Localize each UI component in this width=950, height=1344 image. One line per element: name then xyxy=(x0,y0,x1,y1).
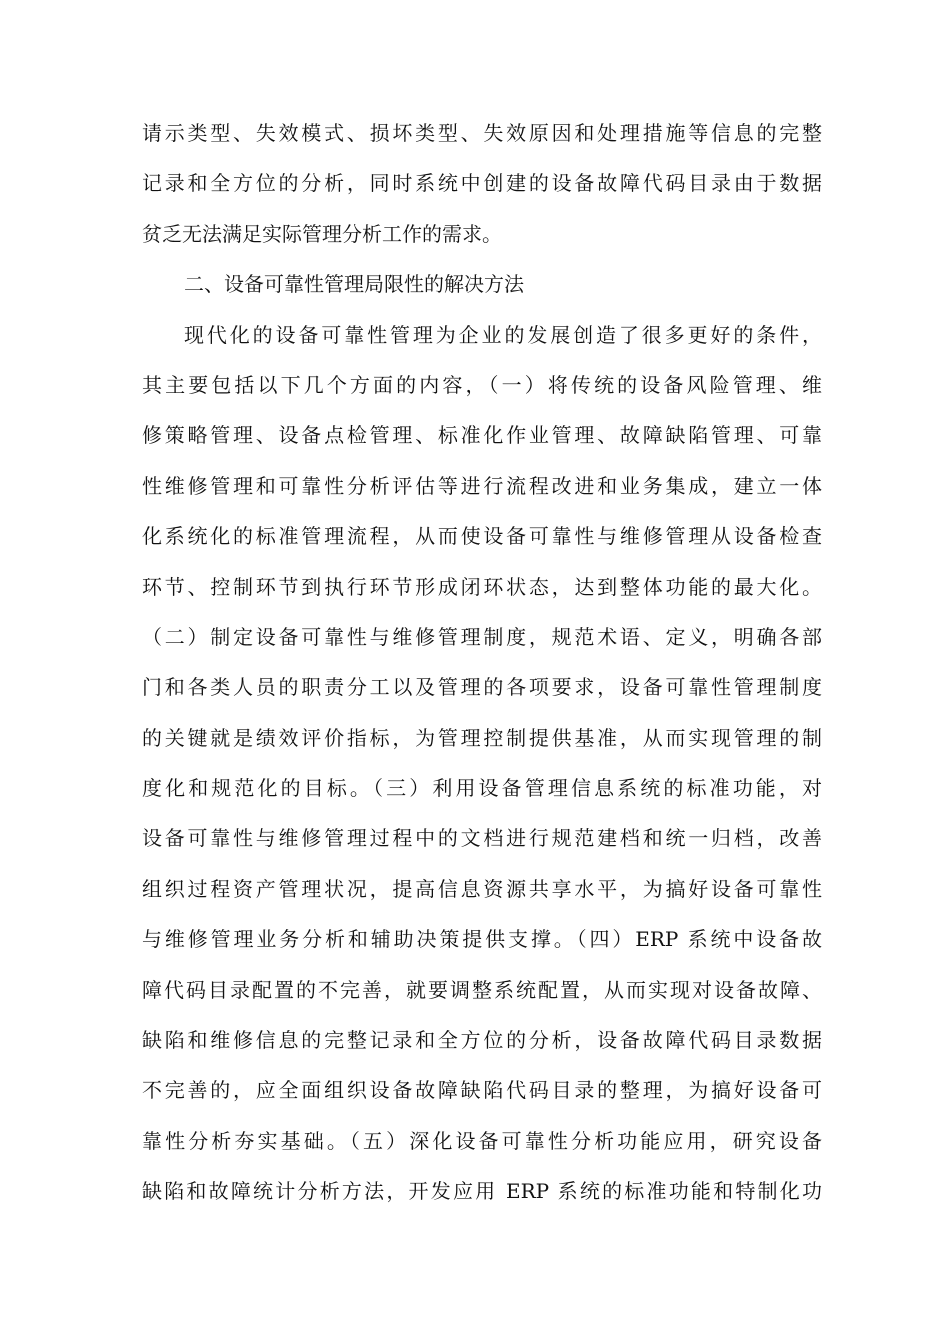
paragraph-line: （二）制定设备可靠性与维修管理制度，规范术语、定义，明确各部 xyxy=(142,624,822,649)
paragraph-line: 的关键就是绩效评价指标，为管理控制提供基准，从而实现管理的制 xyxy=(142,725,822,750)
paragraph-line: 靠性分析夯实基础。（五）深化设备可靠性分析功能应用，研究设备 xyxy=(142,1128,822,1153)
paragraph-line: 记录和全方位的分析，同时系统中创建的设备故障代码目录由于数据 xyxy=(142,171,822,196)
paragraph-line: 请示类型、失效模式、损坏类型、失效原因和处理措施等信息的完整 xyxy=(142,121,822,145)
paragraph-line: 不完善的，应全面组织设备故障缺陷代码目录的整理，为搞好设备可 xyxy=(142,1078,822,1103)
paragraph-line: 与维修管理业务分析和辅助决策提供支撑。（四）ERP 系统中设备故 xyxy=(142,927,822,952)
paragraph-line: 现代化的设备可靠性管理为企业的发展创造了很多更好的条件， xyxy=(184,322,822,347)
paragraph-line: 其主要包括以下几个方面的内容，（一）将传统的设备风险管理、维 xyxy=(142,372,822,397)
section-heading: 二、设备可靠性管理局限性的解决方法 xyxy=(184,272,524,297)
paragraph-line: 度化和规范化的目标。（三）利用设备管理信息系统的标准功能，对 xyxy=(142,776,822,801)
paragraph-line: 化系统化的标准管理流程，从而使设备可靠性与维修管理从设备检查 xyxy=(142,524,822,549)
paragraph-line: 性维修管理和可靠性分析评估等进行流程改进和业务集成，建立一体 xyxy=(142,473,822,498)
paragraph-line: 缺陷和故障统计分析方法，开发应用 ERP 系统的标准功能和特制化功 xyxy=(142,1179,822,1204)
paragraph-line: 环节、控制环节到执行环节形成闭环状态，达到整体功能的最大化。 xyxy=(142,574,822,599)
paragraph-line: 组织过程资产管理状况，提高信息资源共享水平，为搞好设备可靠性 xyxy=(142,876,822,901)
paragraph-line: 修策略管理、设备点检管理、标准化作业管理、故障缺陷管理、可靠 xyxy=(142,423,822,448)
paragraph-line: 门和各类人员的职责分工以及管理的各项要求，设备可靠性管理制度 xyxy=(142,675,822,700)
paragraph-line: 缺陷和维修信息的完整记录和全方位的分析，设备故障代码目录数据 xyxy=(142,1028,822,1053)
body-text xyxy=(142,108,822,1217)
paragraph-line: 障代码目录配置的不完善，就要调整系统配置，从而实现对设备故障、 xyxy=(142,977,822,1002)
paragraph-line: 贫乏无法满足实际管理分析工作的需求。 xyxy=(142,221,502,246)
paragraph-line: 设备可靠性与维修管理过程中的文档进行规范建档和统一归档，改善 xyxy=(142,826,822,851)
